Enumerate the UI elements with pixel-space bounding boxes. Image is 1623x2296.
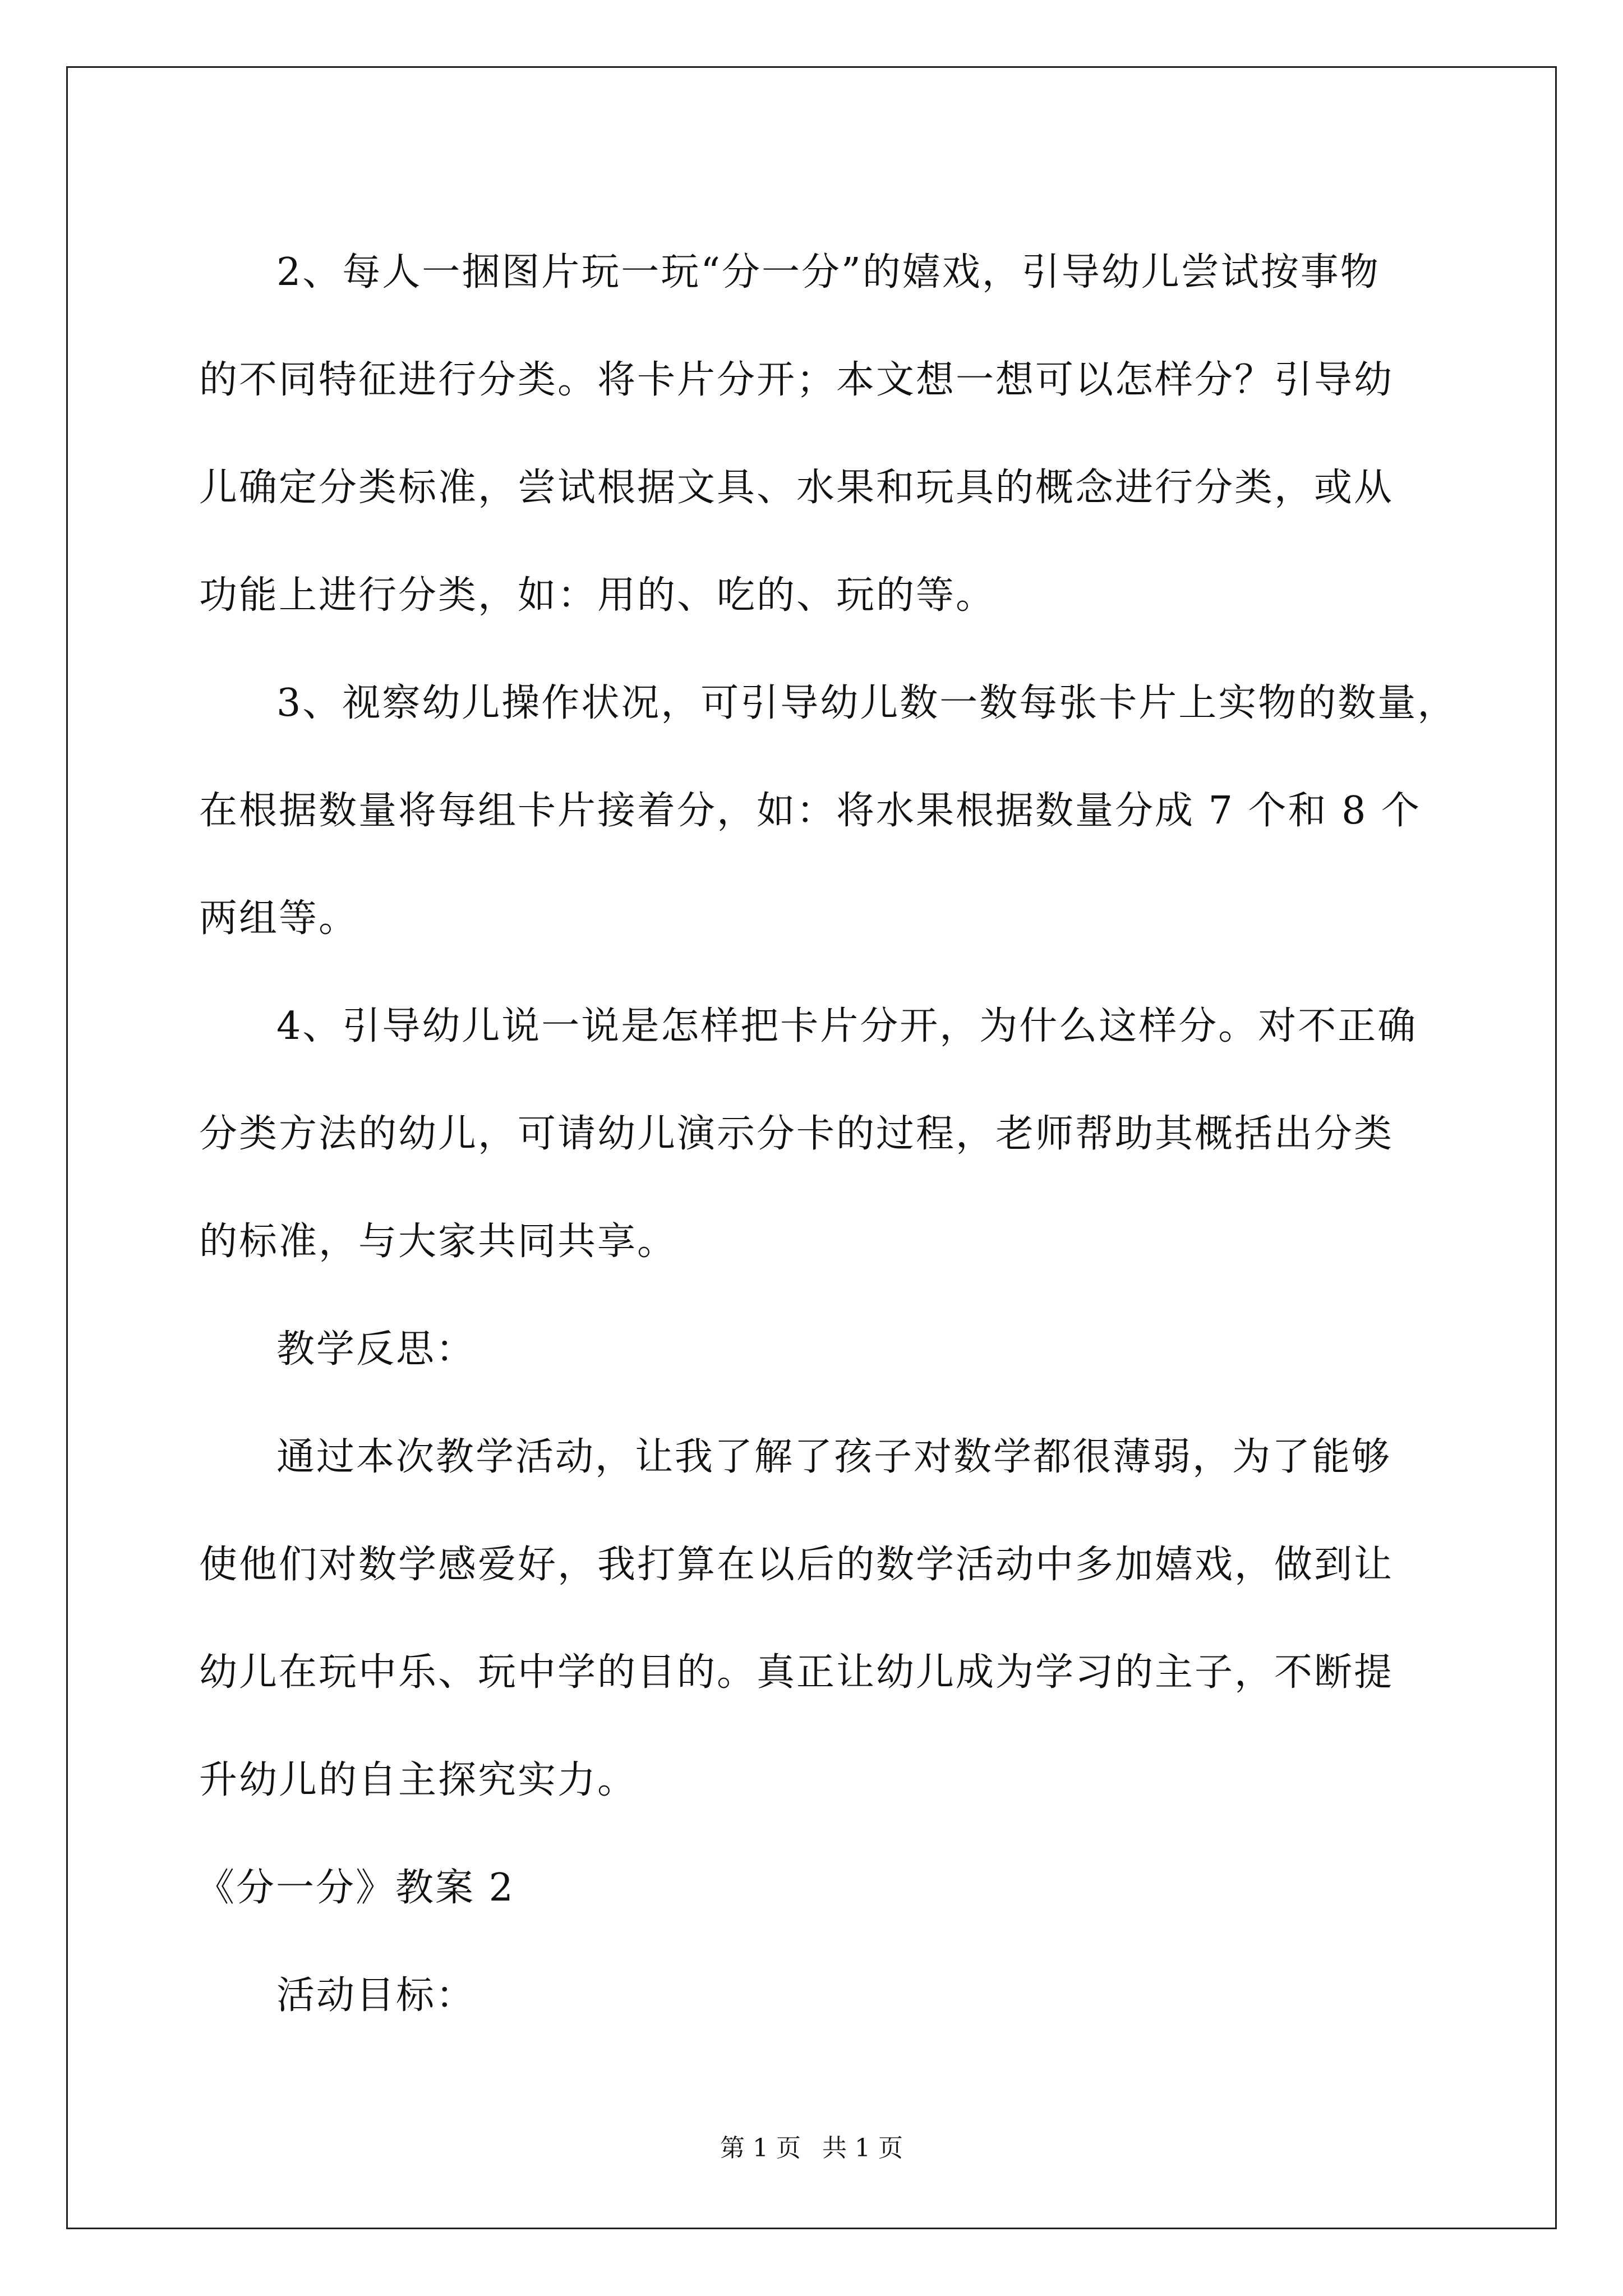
paragraph-reflection [199,1404,1427,1834]
heading-activity-goals [199,1942,1427,2050]
lesson-plan-title [196,1834,1427,1942]
text-line: 3、视察幼儿操作状况，可引导幼儿数一数每张卡片上实物的数量， [276,681,1458,725]
page-number: 第 1 页 [720,2134,801,2162]
heading-teaching-reflection [199,1296,1427,1404]
text-line: 幼儿在玩中乐、玩中学的目的。真正让幼儿成为学习的主子，不断提 [199,1650,1394,1695]
text-line: 4、引导幼儿说一说是怎样把卡片分开，为什么这样分。对不正确 [276,1004,1418,1048]
section-heading: 活动目标： [276,1973,476,2018]
page-footer [0,2132,1623,2165]
paragraph-step-4 [199,973,1427,1296]
text-line: 的不同特征进行分类。将卡片分开；本文想一想可以怎样分？引导幼 [199,358,1394,402]
text-line: 两组等。 [199,896,359,941]
text-line: 儿确定分类标准，尝试根据文具、水果和玩具的概念进行分类，或从 [199,466,1394,510]
text-line: 分类方法的幼儿，可请幼儿演示分卡的过程，老师帮助其概括出分类 [199,1112,1394,1156]
section-heading: 教学反思： [276,1327,476,1372]
document-body [196,219,1458,2050]
text-line: 使他们对数学感爱好，我打算在以后的数学活动中多加嬉戏，做到让 [199,1543,1394,1587]
text-line: 2、每人一捆图片玩一玩“分一分”的嬉戏，引导幼儿尝试按事物 [276,250,1380,295]
text-line: 功能上进行分类，如：用的、吃的、玩的等。 [199,573,996,618]
document-section-title: 《分一分》教案 2 [196,1866,515,1910]
text-line: 在根据数量将每组卡片接着分，如：将水果根据数量分成 7 个和 8 个 [199,789,1421,833]
text-line: 通过本次教学活动，让我了解了孩子对数学都很薄弱，为了能够 [276,1435,1392,1479]
page-total: 共 1 页 [822,2134,903,2162]
paragraph-step-3 [199,650,1458,973]
text-line: 的标准，与大家共同共享。 [199,1220,677,1264]
paragraph-step-2 [199,219,1427,650]
text-line: 升幼儿的自主探究实力。 [199,1758,638,1802]
